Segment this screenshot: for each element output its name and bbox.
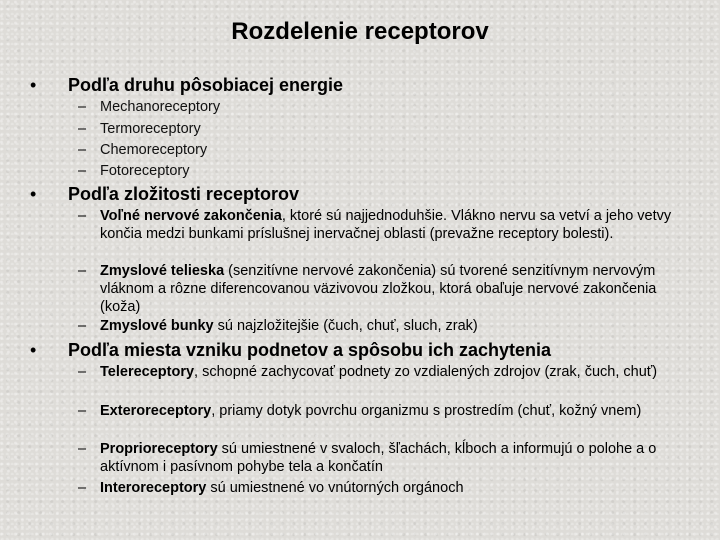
dash: – (78, 403, 87, 419)
list-item-description: sú umiestnené vo vnútorných orgánoch (206, 480, 464, 496)
list-item-term: Exteroreceptory (100, 403, 212, 419)
list-item-term: Interoreceptory (100, 480, 207, 496)
section-heading-text: Podľa miesta vzniku podnetov a spôsobu ich zachytenia (68, 340, 552, 360)
list-item-text: Termoreceptory (100, 121, 201, 137)
dash: – (78, 318, 87, 334)
list-item-description: sú najzložitejšie (čuch, chuť, sluch, zrak) (213, 318, 478, 334)
list-item-text (100, 363, 680, 381)
bullet: • (30, 75, 37, 95)
list-item-text: Chemoreceptory (100, 142, 208, 158)
slide-title: Rozdelenie receptorov (231, 18, 489, 45)
bullet: • (30, 340, 37, 360)
list-item-text (100, 440, 680, 476)
list-item-text (100, 479, 680, 497)
section-heading-text: Podľa druhu pôsobiacej energie (68, 75, 343, 95)
list-item-term: Zmyslové bunky (100, 318, 214, 334)
list-item-text: Fotoreceptory (100, 163, 190, 179)
section-heading-text: Podľa zložitosti receptorov (68, 184, 299, 204)
dash: – (78, 441, 87, 457)
dash: – (78, 364, 87, 380)
dash: – (78, 263, 87, 279)
list-item-text (100, 262, 680, 316)
list-item-description: , priamy dotyk povrchu organizmu s prostredím (chuť, kožný vnem) (211, 403, 642, 419)
dash: – (78, 99, 87, 115)
list-item-description: (senzitívne nervové zakončenia) sú tvorené senzitívnym nervovým vláknom a rôzne diferencovanou väzivovou zložkou, ktorá obaľuje nervové zakončenia (koža) (100, 263, 657, 315)
list-item-term: Voľné nervové zakončenia (100, 208, 282, 224)
list-item-text (100, 317, 680, 335)
list-item-term: Telereceptory (100, 364, 195, 380)
dash: – (78, 208, 87, 224)
list-item-term: Zmyslové telieska (100, 263, 225, 279)
dash: – (78, 142, 87, 158)
list-item-text (100, 207, 680, 243)
dash: – (78, 121, 87, 137)
list-item-description: , ktoré sú najjednoduhšie. Vlákno nervu sa vetví a jeho vetvy končia medzi bunkami príslušnej inervačnej oblasti (prevažne receptory bolesti). (100, 208, 672, 242)
bullet: • (30, 184, 37, 204)
dash: – (78, 480, 87, 496)
list-item-text: Mechanoreceptory (100, 99, 221, 115)
list-item-description: , schopné zachycovať podnety zo vzdialených zdrojov (zrak, čuch, chuť) (194, 364, 658, 380)
list-item-term: Proprioreceptory (100, 441, 218, 457)
list-item-description: sú umiestnené v svaloch, šľachách, kĺboch a informujú o polohe a o aktívnom i pasívnom pohybe tela a končatín (100, 441, 657, 475)
list-item-text (100, 402, 680, 420)
dash: – (78, 163, 87, 179)
